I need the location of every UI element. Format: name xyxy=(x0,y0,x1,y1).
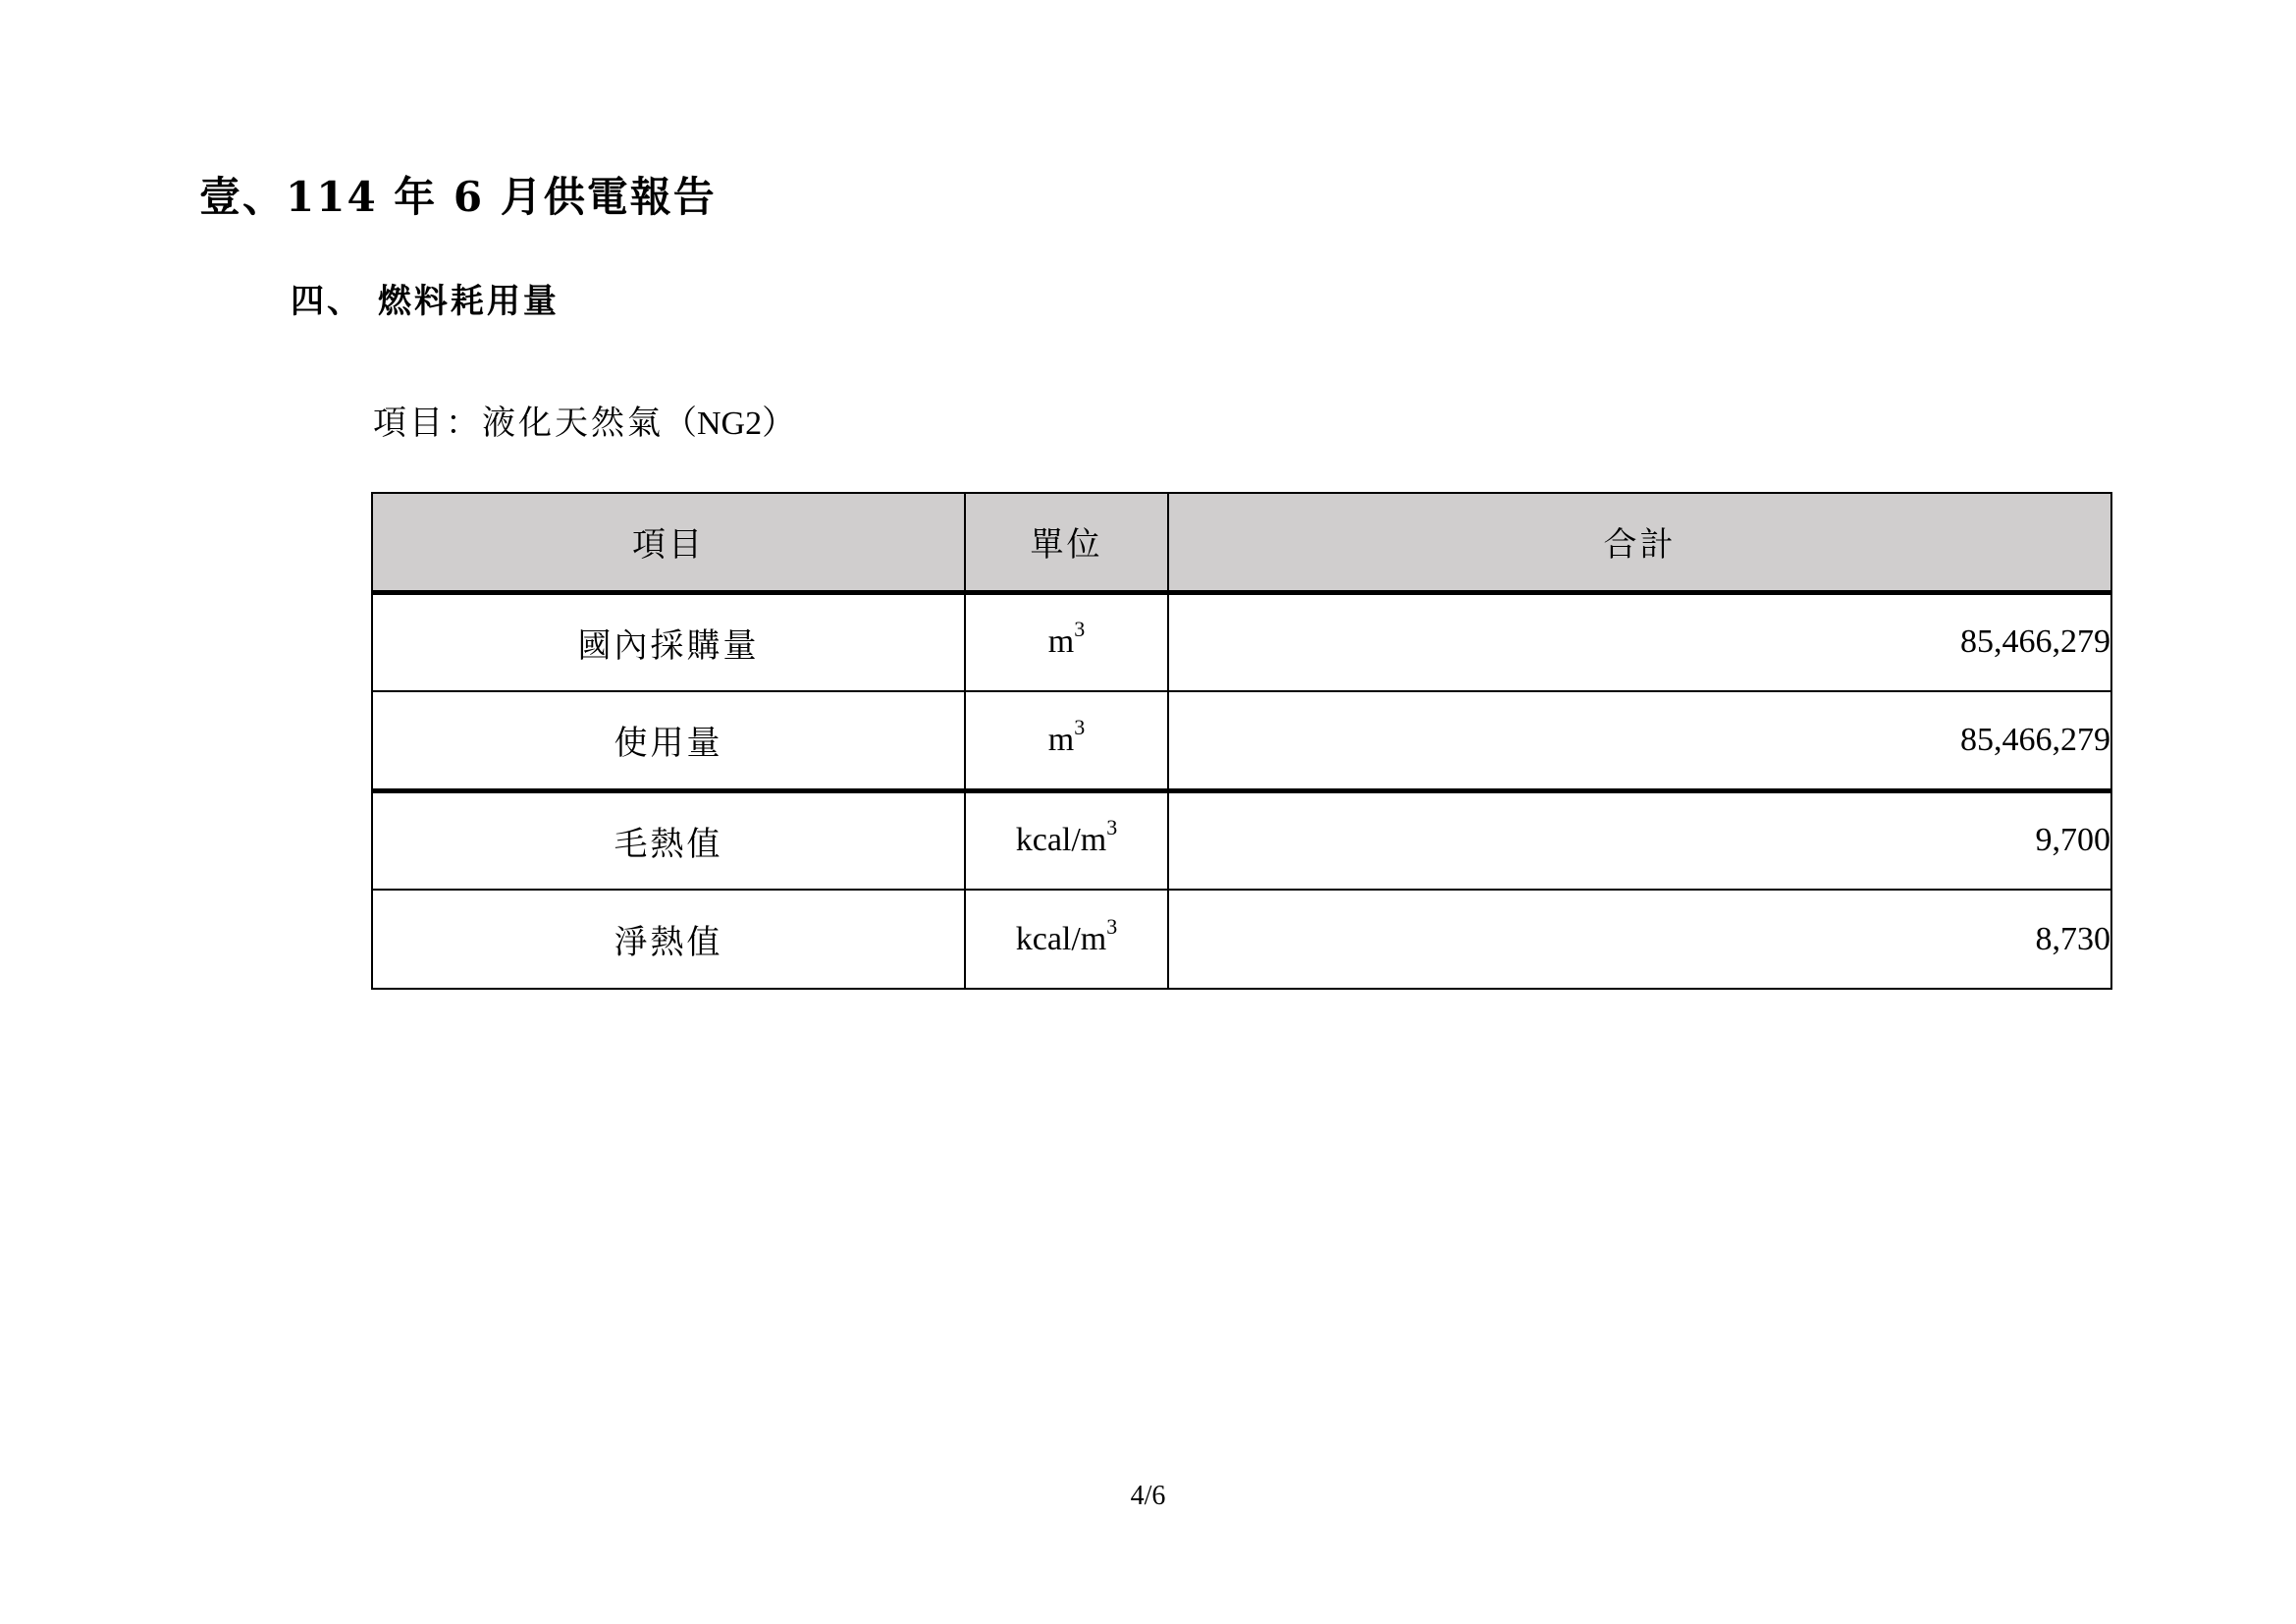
table-row xyxy=(372,691,2111,790)
row-item-label: 淨熱值 xyxy=(372,890,965,989)
table-row xyxy=(372,790,2111,890)
unit-base: m xyxy=(1047,721,1075,758)
fuel-code: （NG2） xyxy=(664,406,796,442)
page-number: 4/6 xyxy=(1130,1481,1166,1511)
header-unit: 單位 xyxy=(965,493,1168,592)
unit-exponent: 3 xyxy=(1074,714,1086,739)
unit-exponent: 3 xyxy=(1106,815,1118,840)
row-total: 85,466,279 xyxy=(1168,592,2111,691)
header-item: 項目 xyxy=(372,493,965,592)
row-total: 8,730 xyxy=(1168,890,2111,989)
row-item-label: 毛熱值 xyxy=(372,790,965,890)
row-total: 9,700 xyxy=(1168,790,2111,890)
row-unit xyxy=(965,691,1168,790)
unit-exponent: 3 xyxy=(1106,913,1118,939)
table-header-row xyxy=(372,493,2111,592)
row-item-label: 使用量 xyxy=(372,691,965,790)
row-unit xyxy=(965,790,1168,890)
row-total: 85,466,279 xyxy=(1168,691,2111,790)
row-unit xyxy=(965,890,1168,989)
fuel-item-line xyxy=(373,396,795,444)
header-total: 合計 xyxy=(1168,493,2111,592)
fuel-consumption-table xyxy=(371,492,2112,990)
unit-base: kcal/m xyxy=(1015,920,1107,957)
unit-exponent: 3 xyxy=(1074,617,1086,642)
unit-base: kcal/m xyxy=(1015,822,1107,859)
table-row xyxy=(372,592,2111,691)
fuel-item-label: 項目：液化天然氣 xyxy=(373,404,664,443)
section-heading: 四、 燃料耗用量 xyxy=(291,282,560,321)
row-unit xyxy=(965,592,1168,691)
row-item-label: 國內採購量 xyxy=(372,592,965,691)
report-title: 壹、114 年 6 月供電報告 xyxy=(199,173,717,221)
table-row xyxy=(372,890,2111,989)
unit-base: m xyxy=(1047,623,1075,661)
